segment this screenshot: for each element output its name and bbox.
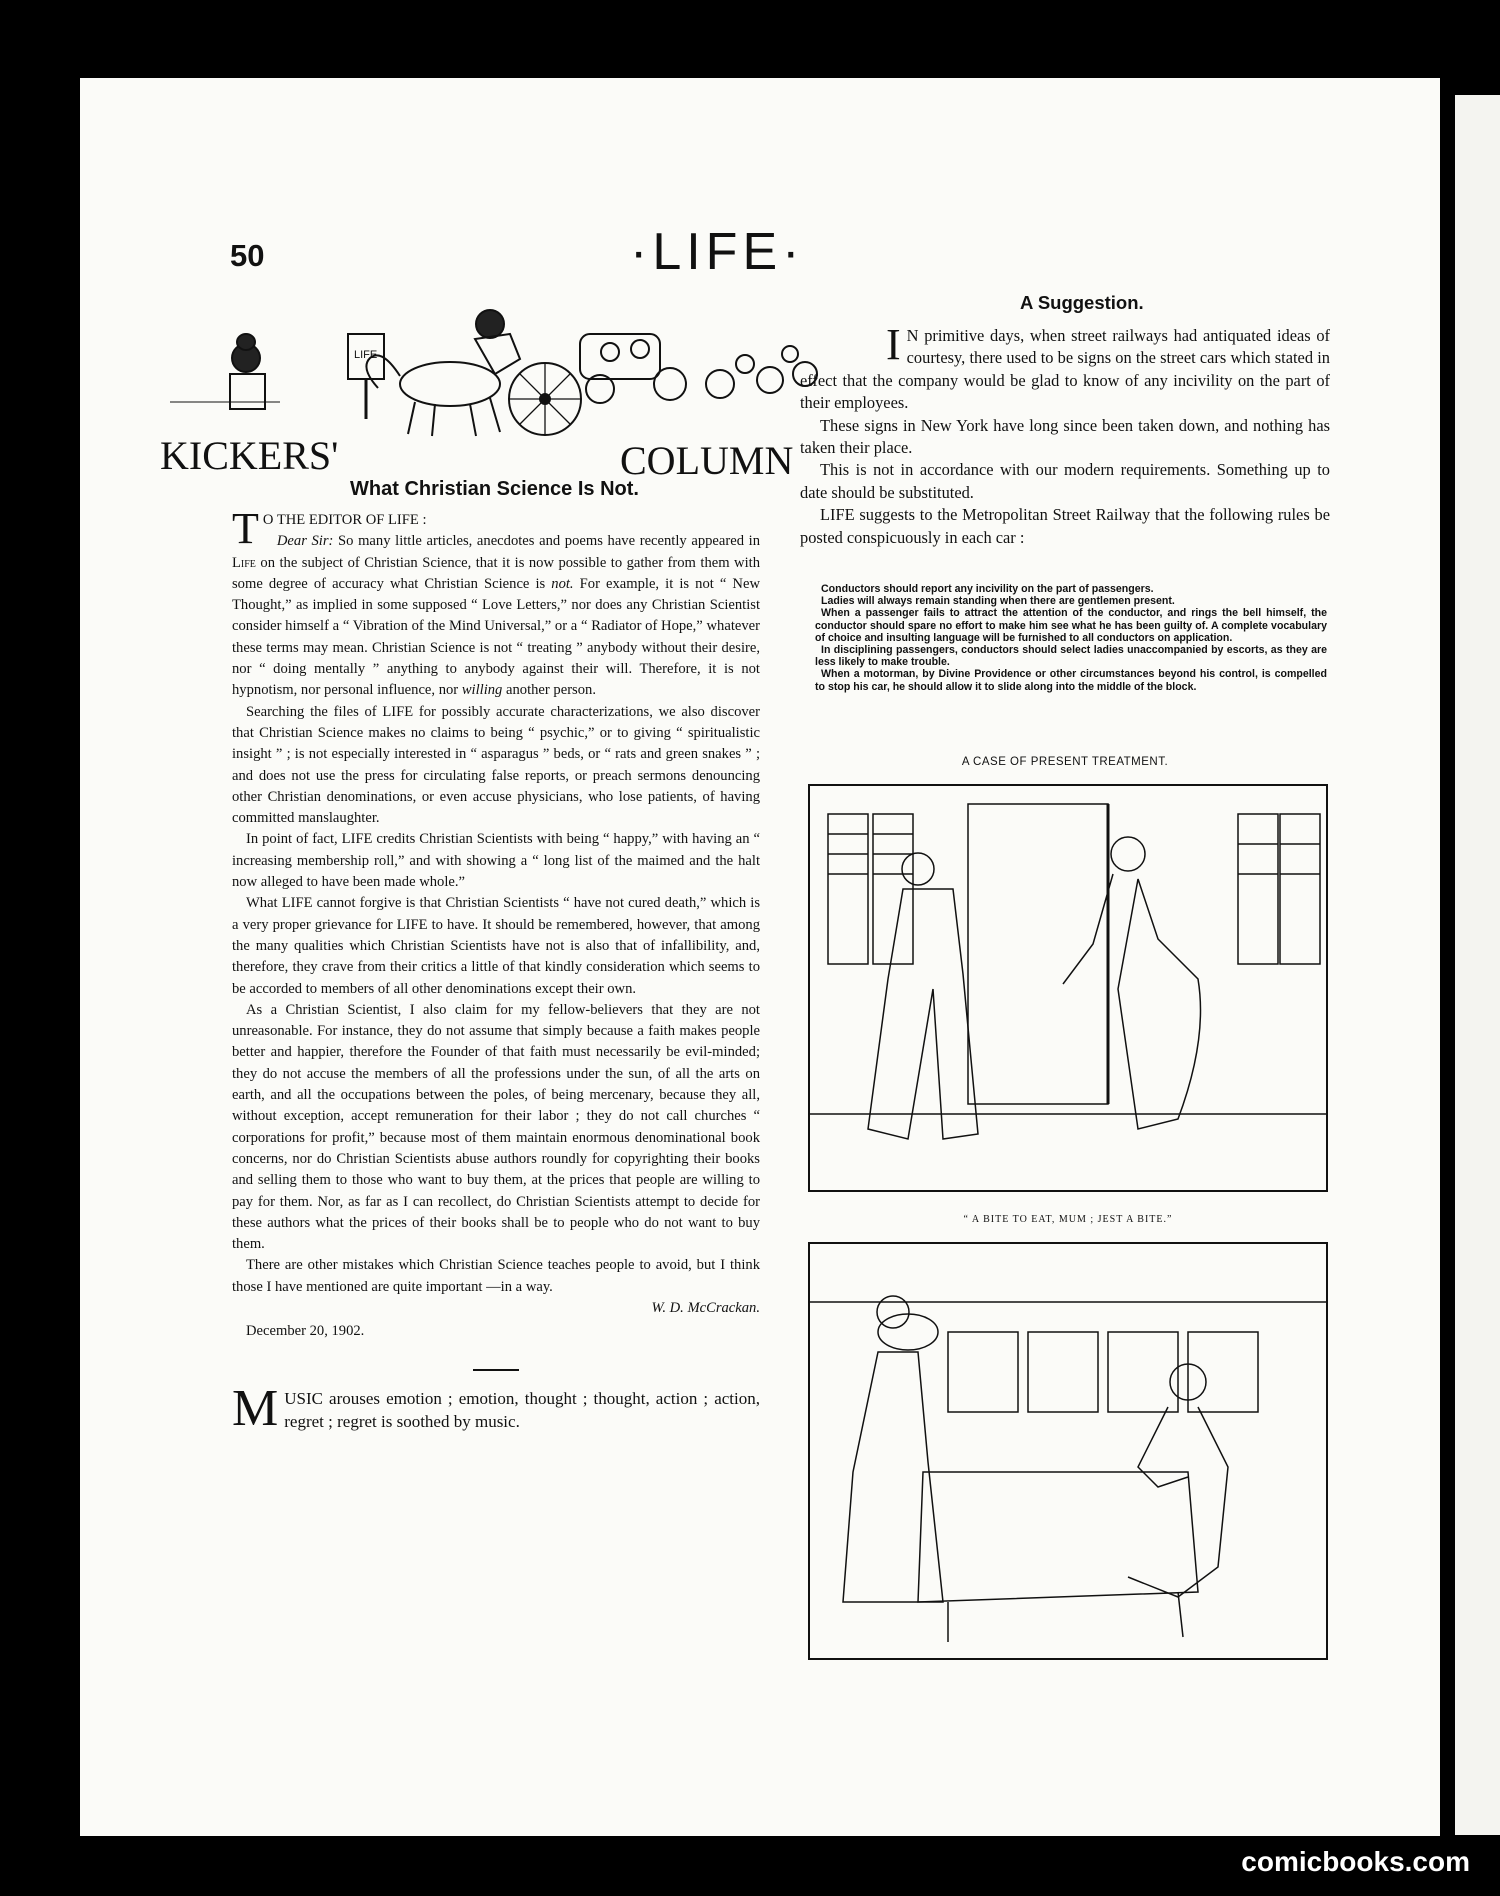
paragraph-1: Dear Sir: So many little articles, anecdotes and poems have recently appeared in Life on the subject of Christian Science, that it is now possible to gather from them with some degree of accuracy what Christian Science is not. For example, it is not “ New Thought,” as implied in some supposed “ Love Letters,” nor does any Christian Scientist consider himself a “ Vibration of the Mind Universal,” or a “ Radiator of Hope,” whatever these terms may mean. Christian Science is not “ treating ” anybody without their desire, nor “ doing mentally ” anything to anybody against their will. Therefore, it is not hypnotism, nor personal influence, nor willing another person. [232,533,760,699]
right-article-body [800,320,1330,549]
rule-item: In disciplining passengers, conductors should select ladies unaccompanied by escorts, as they are less likely to make trouble. [815,644,1327,669]
paragraph-4: What LIFE cannot forgive is that Christian Scientists “ have not cured death,” which is a very proper grievance for LIFE to have. It should be remembered, however, that among the many qualities which Christian Scientists have not is also that of infallibility, and, therefore, they crave from their critics a little of that kindly consideration which seems to be accorded to members of all other denominations except their own. [232,895,760,997]
rule-item: When a motorman, by Divine Providence or other circumstances beyond his control, is compelled to stop his car, he should allow it to slide along into the middle of the block. [815,668,1327,693]
paragraph-3: In point of fact, LIFE credits Christian Scientists with being “ happy,” with having an “ increasing membership roll,” and with showing a “ long list of the maimed and the halt now alleged to have been made whole.” [232,831,760,891]
left-article-title: What Christian Science Is Not. [350,478,639,500]
drop-cap-i: I [886,320,901,369]
right-paragraph-1: I N primitive days, when street railways had antiquated ideas of courtesy, there used to be signs on the street cars which stated in effect that the company would be glad to know of any incivility on the part of their employees. [800,320,1330,413]
watermark: comicbooks.com [1241,1846,1470,1877]
right-article-title: A Suggestion. [1020,292,1144,313]
rule-item: Conductors should report any incivility on the part of passengers. [821,583,1154,595]
banner-kickers: KICKERS' [160,433,339,478]
page-number: 50 [230,238,265,273]
cartoon-title: A CASE OF PRESENT TREATMENT. [961,756,1169,768]
signature: W. D. McCrackan. [651,1299,760,1316]
right-paragraph-4: LIFE suggests to the Metropolitan Street Railway that the following rules be posted conspicuously in each car : [800,505,1330,547]
rule-item: Ladies will always remain standing when there are gentlemen present. [821,595,1175,608]
music-epigram: MUSIC arouses emotion ; emotion, thought ; thought, action ; action, regret ; regret is soothed by music. [232,1379,760,1437]
paragraph-6: There are other mistakes which Christian Science teaches people to avoid, but I think those I have mentioned are quite important —in a way. [232,1257,760,1295]
right-paragraph-3: This is not in accordance with our modern requirements. Something up to date should be substituted. [800,460,1330,502]
paragraph-2: Searching the files of LIFE for possibly accurate characterizations, we also discover that Christian Science makes no claims to being “ psychic,” or to giving “ spiritualistic insight ” ; is not especially interested in “ asparagus ” beds, or “ rats and green snakes ” ; and does not use the press for circulating false reports, or preach sermons denouncing other Christian denominations, or even accuse physicians, who lose patients, of having committed manslaughter. [232,703,760,827]
right-paragraph-2: These signs in New York have long since been taken down, and nothing has taken their place. [800,415,1330,458]
paragraph-5: As a Christian Scientist, I also claim for my fellow-believers that they are not unreasonable. For instance, they do not assume that simply because a faith makes people better and happier, therefore the Founder of that faith must necessarily be evil-minded; they do not accuse the members of all the professions under the sun, of all the arts on earth, and all the occupations between the poles, of being mercenary, because they all, without exception, accept remuneration for their labor ; they do not call churches “ corporations for profit,” because most of them maintain enormous denominational book concerns, nor do Christian Scientists abuse authors roundly for copyrighting their books and selling them to those who want to buy them, at the prices that people are willing to pay for them. Nor, as far as I can recollect, do Christian Scientists attempt to decide for these authors what the prices of their books shall be to people who do not want to buy them. [232,1001,760,1253]
masthead: ·LIFE· [630,223,805,281]
rules-list [815,583,1327,693]
banner-column: COLUMN [620,438,794,483]
left-article-body [232,504,760,1437]
salutation: T O THE EDITOR OF LIFE : [232,504,427,553]
drop-cap-m: M [232,1379,279,1437]
cartoon-panel-2 [808,1242,1328,1660]
adjacent-page-edge [1455,95,1500,1835]
kickers-column-banner [150,294,840,484]
letter-date: December 20, 1902. [246,1323,365,1340]
cartoon-panel-1 [808,784,1328,1192]
mailbox-label: LIFE [354,349,378,361]
rule-item: When a passenger fails to attract the attention of the conductor, and rings the bell himself, the conductor should spare no effort to make him see what he has been guilty of. A complete vocabulary of choice and insulting language will be furnished to all conductors on application. [815,607,1327,644]
cartoon-caption-1: “ A BITE TO EAT, MUM ; JEST A BITE.” [963,1214,1173,1225]
divider-rule [473,1369,519,1371]
drop-cap-t: T [232,504,259,553]
